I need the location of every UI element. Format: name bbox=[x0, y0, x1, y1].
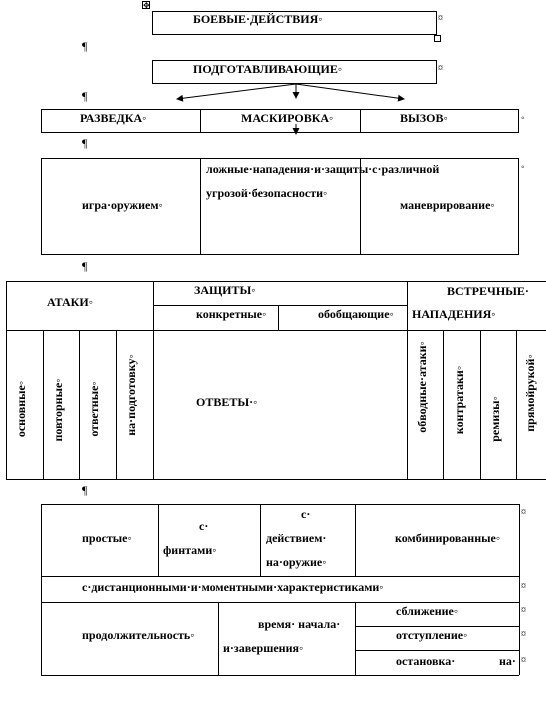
row-end-mark: ¤ bbox=[438, 63, 443, 74]
weapon-action-line3: на·оружие◦ bbox=[266, 555, 327, 569]
answers-cell: ОТВЕТЫ·◦ bbox=[196, 395, 258, 409]
counterattacks-cell: контратаки◦ bbox=[452, 365, 466, 435]
move-handle-icon[interactable]: ✥ bbox=[143, 1, 150, 10]
combined-cell: комбинированные◦ bbox=[395, 531, 501, 545]
duration-cell: продолжительность◦ bbox=[82, 628, 195, 642]
weapon-play-cell: игра·оружием◦ bbox=[82, 198, 163, 212]
feints-line1: с· bbox=[199, 519, 209, 533]
row-end-mark: ¤ bbox=[521, 605, 526, 616]
row-end-mark: ¤ bbox=[521, 629, 526, 640]
remises-cell: ремизы◦ bbox=[488, 396, 502, 442]
counter-attacks-header-line2: НАПАДЕНИЯ◦ bbox=[412, 307, 496, 321]
concrete-defenses: конкретные◦ bbox=[196, 307, 267, 321]
row-end-mark: ¤ bbox=[438, 13, 443, 24]
main-attacks-cell: основные◦ bbox=[14, 380, 28, 438]
row-end-mark: ¤ bbox=[521, 507, 526, 518]
paragraph-mark: ¶ bbox=[82, 89, 88, 103]
stop-cell-left: остановка· bbox=[396, 654, 456, 668]
paragraph-mark: ¶ bbox=[82, 136, 88, 150]
repeated-attacks-cell: повторные◦ bbox=[51, 378, 65, 442]
cell-end-mark: ◦ bbox=[521, 113, 525, 124]
defenses-header: ЗАЩИТЫ◦ bbox=[194, 283, 256, 297]
preparatory-title: ПОДГОТАВЛИВАЮЩИЕ◦ bbox=[193, 62, 343, 76]
camouflage-cell: МАСКИРОВКА◦ bbox=[241, 111, 334, 125]
challenge-cell: ВЫЗОВ◦ bbox=[400, 111, 448, 125]
weapon-action-line2: действием· bbox=[266, 531, 327, 545]
stop-cell-right: на· bbox=[499, 654, 516, 668]
approach-cell: сближение◦ bbox=[396, 604, 459, 618]
bypass-attacks-cell: обводные·атаки◦ bbox=[415, 341, 429, 433]
counter-attacks-header-line1: ВСТРЕЧНЫЕ· bbox=[447, 284, 529, 298]
maneuvering-cell: маневрирование◦ bbox=[400, 198, 495, 212]
row-end-mark: ¤ bbox=[521, 655, 526, 666]
simple-cell: простые◦ bbox=[82, 531, 132, 545]
paragraph-mark: ¶ bbox=[82, 259, 88, 273]
retreat-cell: отступление◦ bbox=[396, 628, 468, 642]
attacks-header: АТАКИ◦ bbox=[47, 295, 93, 309]
direct-arm-cell: прямойрукой◦ bbox=[523, 354, 537, 432]
response-attacks-cell: ответные◦ bbox=[87, 381, 101, 437]
time-start-line2: и·завершения◦ bbox=[223, 641, 304, 655]
reconnaissance-cell: РАЗВЕДКА◦ bbox=[80, 111, 147, 125]
distance-characteristics-cell: с·дистанционными·и·моментными·характеристиками◦ bbox=[82, 580, 384, 594]
feints-line2: финтами◦ bbox=[163, 543, 217, 557]
combat-actions-title: БОЕВЫЕ·ДЕЙСТВИЯ◦ bbox=[193, 12, 323, 26]
paragraph-mark: ¶ bbox=[82, 483, 88, 497]
time-start-line1: время· начала· bbox=[258, 617, 341, 631]
false-attacks-cell: ложные·нападения·и·защиты·с·различной угрозой·безопасности◦ bbox=[206, 162, 440, 200]
generalizing-defenses: обобщающие◦ bbox=[318, 307, 394, 321]
cell-end-mark: ◦ bbox=[521, 162, 525, 173]
weapon-action-line1: с· bbox=[301, 507, 311, 521]
preparation-attacks-cell: на·подготовку◦ bbox=[124, 354, 138, 436]
row-end-mark: ¤ bbox=[521, 581, 526, 592]
paragraph-mark: ¶ bbox=[82, 39, 88, 53]
